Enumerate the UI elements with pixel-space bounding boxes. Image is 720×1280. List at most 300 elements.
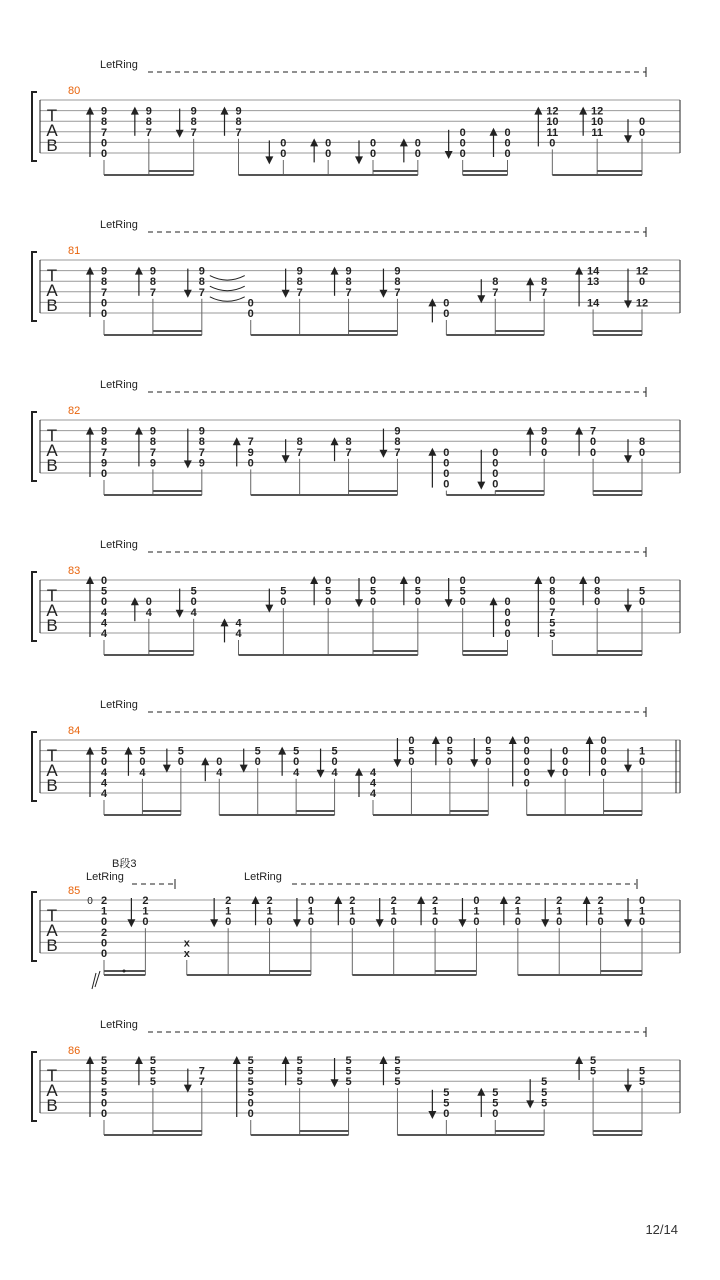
fret-number: 0 [562,766,569,779]
fret-number: 5 [549,617,556,630]
fret-number: 0 [459,126,466,139]
fret-number: 7 [198,286,205,299]
grace-fret: 0 [87,896,93,907]
fret-number: 1 [432,905,439,918]
fret-number: 0 [514,916,521,929]
fret-number: 0 [443,457,450,470]
tie-arc [210,297,245,302]
system-bracket [32,732,37,801]
fret-number: 0 [142,916,149,929]
tab-system [32,379,680,495]
fret-number: 8 [594,585,601,598]
fret-number: 7 [541,286,548,299]
tie-arc [210,276,245,281]
fret-number: 0 [139,756,146,769]
fret-number: 0 [597,916,604,929]
fret-number: 0 [446,735,453,747]
fret-number: 0 [325,148,332,160]
fret-number: 0 [100,1097,108,1110]
fret-number: 0 [459,137,466,150]
strum-down-arrowhead [526,1100,534,1108]
fret-number: 7 [345,286,352,299]
fret-number: 9 [394,425,401,438]
fret-number: 4 [145,606,152,619]
fret-number: 5 [247,1065,254,1078]
fret-number: 1 [142,905,149,918]
measure-number: 81 [68,245,81,257]
fret-number: 0 [414,575,421,587]
fret-number: 7 [394,446,401,459]
fret-number: 5 [345,1076,352,1089]
fret-number: 0 [556,916,563,929]
fret-number: 0 [443,468,450,480]
fret-number: 8 [296,436,303,449]
system-bracket [32,1052,37,1121]
fret-number: 1 [597,905,604,918]
fret-number: 2 [349,895,356,907]
fret-number: 12 [635,265,649,278]
fret-number: 0 [280,596,287,609]
fret-number: 0 [280,137,287,150]
tab-clef-letter: T [46,266,58,285]
fret-number: 0 [638,916,646,929]
fret-number: 4 [100,766,108,779]
fret-number: 8 [394,276,401,289]
fret-number: 0 [638,446,646,459]
fret-number: 5 [492,1097,499,1110]
fret-number: 9 [100,265,108,278]
fret-number: 7 [590,425,597,438]
fret-number: 0 [638,126,646,139]
fret-number: 5 [100,1076,108,1089]
fret-number: 5 [100,745,108,758]
fret-number: 1 [100,905,108,918]
fret-number: 5 [394,1076,401,1089]
fret-number: 0 [443,308,450,320]
strum-down-arrowhead [445,599,453,607]
fret-number: 1 [514,905,521,918]
fret-number: 7 [296,446,303,459]
fret-number: 0 [414,596,421,609]
fret-number: 8 [549,585,556,598]
fret-number: 8 [394,436,401,449]
fret-number: 0 [247,1097,254,1110]
fret-number: 11 [591,126,603,139]
fret-number: 7 [198,1065,205,1078]
fret-number: 0 [443,297,450,310]
strum-down-arrowhead [355,599,363,607]
fret-number: 8 [198,276,205,289]
fret-number: 1 [556,905,563,918]
fret-number: 0 [100,308,108,320]
rhythm-dot [123,970,126,973]
tab-clef-letter: T [46,426,58,445]
fret-number: 1 [307,905,314,918]
fret-number: 8 [296,276,303,289]
fret-number: 5 [369,585,377,598]
fret-number: 0 [638,276,646,289]
fret-number: 8 [198,436,205,449]
fret-number: 12 [546,105,559,118]
fret-number: 0 [492,478,499,491]
fret-number: 5 [394,1065,401,1078]
fret-number: 5 [590,1065,597,1078]
let-ring-label: LetRing [100,699,138,711]
fret-number: 0 [459,148,466,160]
fret-number: 0 [594,596,601,609]
tie-arc [210,286,245,291]
fret-number: 0 [504,606,511,619]
strum-down-arrowhead [176,130,184,138]
strum-down-arrowhead [458,919,466,927]
fret-number: 5 [345,1055,352,1067]
fret-number: 0 [100,575,108,587]
let-ring-label: LetRing [100,219,138,231]
fret-number: 7 [145,126,152,139]
let-ring-label: LetRing [100,539,138,551]
fret-number: 0 [100,1108,108,1120]
fret-number: 5 [331,745,338,758]
fret-number: 5 [394,1055,401,1067]
fret-number: 0 [446,756,453,769]
fret-number: 2 [142,895,149,907]
fret-number: 0 [325,137,332,150]
let-ring-label: LetRing [86,871,124,883]
fret-number: 0 [590,436,597,449]
fret-number: 0 [600,745,607,758]
fret-number: 0 [100,148,108,160]
system-bracket [32,92,37,161]
fret-number: 0 [177,756,184,769]
fret-number: 0 [408,756,415,769]
fret-number: 0 [562,756,569,769]
fret-number: 9 [198,265,205,278]
tab-clef-letter: B [46,616,58,635]
fret-number: 0 [492,457,499,470]
measure-number: 83 [68,565,81,577]
fret-number: 7 [345,446,352,459]
fret-number: 5 [541,1076,548,1089]
fret-number: 7 [190,126,197,139]
fret-number: 0 [247,308,254,320]
fret-number: 0 [247,297,254,310]
fret-number: x [183,948,190,960]
fret-number: 5 [139,745,146,758]
fret-number: 12 [591,105,604,118]
measure-number: 80 [68,85,81,97]
strum-down-arrowhead [127,919,135,927]
fret-number: 5 [443,1086,450,1099]
fret-number: 7 [100,446,108,459]
fret-number: 5 [254,745,261,758]
fret-number: 9 [100,425,108,438]
tab-clef-letter: T [46,1066,58,1085]
fret-number: 8 [235,116,242,129]
fret-number: 4 [139,766,146,779]
fret-number: 7 [235,126,242,139]
fret-number: 5 [443,1097,450,1110]
fret-number: 0 [325,596,332,609]
fret-number: 4 [100,606,108,619]
strum-down-arrowhead [624,300,632,308]
fret-number: 0 [216,756,223,769]
system-bracket [32,572,37,641]
fret-number: 7 [492,286,499,299]
fret-number: 0 [504,617,511,630]
fret-number: 5 [541,1086,548,1099]
tab-clef-letter: T [46,746,58,765]
fret-number: 5 [149,1065,156,1078]
strum-down-arrowhead [470,759,478,767]
fret-number: 0 [100,948,108,960]
let-ring-label: LetRing [100,379,138,391]
fret-number: 0 [254,756,261,769]
fret-number: 0 [349,916,356,929]
fret-number: 7 [198,446,205,459]
let-ring-label: LetRing [244,871,282,883]
fret-number: 7 [198,1076,205,1089]
strum-down-arrowhead [331,1079,339,1087]
fret-number: 7 [394,286,401,299]
fret-number: 9 [345,265,352,278]
tab-clef-letter: T [46,906,58,925]
fret-number: 7 [100,126,108,139]
fret-number: 0 [523,777,530,790]
tab-system [32,59,680,175]
fret-number: 0 [562,745,569,758]
section-label: B段3 [112,858,137,870]
fret-number: 4 [369,788,377,800]
fret-number: 0 [100,137,108,150]
fret-number: 14 [586,265,600,278]
fret-number: 5 [100,1086,108,1099]
fret-number: 0 [443,446,450,459]
measure-number: 86 [68,1045,81,1057]
measure-number: 82 [68,405,81,417]
fret-number: 4 [100,777,108,790]
fret-number: 4 [100,788,108,800]
fret-number: 0 [408,735,415,747]
fret-number: 5 [296,1065,303,1078]
fret-number: 5 [296,1055,303,1067]
fret-number: 4 [293,766,300,779]
fret-number: 0 [414,148,421,160]
fret-number: 0 [414,137,421,150]
tab-clef-letter: T [46,586,58,605]
let-ring-label: LetRing [100,59,138,71]
fret-number: 0 [247,1108,254,1120]
fret-number: 5 [638,585,646,598]
fret-number: 5 [247,1086,254,1099]
fret-number: x [183,937,190,950]
fret-number: 0 [638,895,646,907]
fret-number: 14 [586,297,600,310]
fret-number: 5 [638,1065,646,1078]
strum-down-arrowhead [317,770,325,778]
fret-number: 0 [369,575,377,587]
fret-number: 0 [247,457,254,470]
fret-number: 1 [390,905,397,918]
fret-number: 0 [549,596,556,609]
fret-number: 1 [349,905,356,918]
fret-number: 0 [473,895,480,907]
tab-clef-letter: B [46,296,58,315]
fret-number: 5 [541,1097,548,1110]
fret-number: 0 [638,116,646,129]
fret-number: 0 [523,756,530,769]
tab-system [32,539,680,655]
fret-number: 0 [100,468,108,480]
fret-number: 0 [369,148,377,160]
fret-number: 5 [345,1065,352,1078]
fret-number: 1 [473,905,480,918]
fret-number: 0 [293,756,300,769]
fret-number: 0 [369,137,377,150]
fret-number: 0 [100,756,108,769]
fret-number: 4 [369,777,377,790]
fret-number: 5 [459,585,466,598]
fret-number: 9 [541,425,548,438]
fret-number: 5 [280,585,287,598]
fret-number: 8 [345,276,352,289]
fret-number: 9 [394,265,401,278]
fret-number: 1 [638,905,646,918]
strum-down-arrowhead [210,919,218,927]
fret-number: 0 [523,766,530,779]
fret-number: 10 [546,116,559,129]
fret-number: 5 [247,1055,254,1067]
fret-number: 9 [149,265,156,278]
strum-down-arrowhead [379,450,387,458]
strum-down-arrowhead [541,919,549,927]
fret-number: 4 [369,766,377,779]
fret-number: 5 [325,585,332,598]
strum-down-arrowhead [445,151,453,159]
strum-down-arrowhead [428,1111,436,1119]
fret-number: 5 [149,1055,156,1067]
strum-down-arrowhead [184,290,192,298]
fret-number: 9 [149,425,156,438]
fret-number: 0 [443,1108,450,1120]
fret-number: 0 [225,916,232,929]
fret-number: 0 [266,916,273,929]
let-ring-label: LetRing [100,1019,138,1031]
fret-number: 1 [266,905,273,918]
fret-number: 9 [149,457,156,470]
fret-number: 0 [443,478,450,491]
tab-clef-letter: B [46,1096,58,1115]
fret-number: 0 [307,916,314,929]
strum-down-arrowhead [293,919,301,927]
fret-number: 0 [504,628,511,640]
fret-number: 0 [504,148,511,160]
fret-number: 8 [145,116,152,129]
fret-number: 0 [100,297,108,310]
fret-number: 2 [514,895,521,907]
fret-number: 7 [296,286,303,299]
fret-number: 0 [638,756,646,769]
fret-number: 9 [198,457,205,470]
fret-number: 0 [504,596,511,609]
fret-number: 9 [100,457,108,470]
tab-clef-letter: A [46,921,58,940]
fret-number: 0 [523,745,530,758]
tab-system [32,857,680,989]
fret-number: 5 [100,1055,108,1067]
fret-number: 0 [549,575,556,587]
fret-number: 8 [100,436,108,449]
fret-number: 9 [190,105,197,118]
fret-number: 2 [556,895,563,907]
fret-number: 7 [100,286,108,299]
tab-clef-letter: B [46,936,58,955]
fret-number: 4 [100,628,108,640]
fret-number: 2 [597,895,604,907]
strum-down-arrowhead [547,770,555,778]
strum-down-arrowhead [379,290,387,298]
fret-number: 1 [225,905,232,918]
fret-number: 5 [149,1076,156,1089]
fret-number: 5 [408,745,415,758]
strum-down-arrowhead [355,156,363,164]
fret-number: 0 [594,575,601,587]
tab-system [32,1019,680,1135]
fret-number: 5 [296,1076,303,1089]
fret-number: 0 [549,137,556,150]
fret-number: 9 [235,105,242,118]
fret-number: 0 [504,126,511,139]
tab-clef-letter: B [46,136,58,155]
fret-number: 13 [586,276,600,289]
fret-number: 5 [247,1076,254,1089]
page-number: 12/14 [645,1222,678,1237]
tab-clef-letter: A [46,601,58,620]
fret-number: 4 [190,606,197,619]
fret-number: 0 [459,575,466,587]
tab-system [32,219,680,335]
tab-clef-letter: T [46,106,58,125]
fret-number: 9 [296,265,303,278]
fret-number: 0 [492,1108,499,1120]
strum-down-arrowhead [376,919,384,927]
measure-number: 85 [68,885,81,897]
fret-number: 2 [266,895,273,907]
tab-clef-letter: A [46,121,58,140]
strum-down-arrowhead [184,460,192,468]
fret-number: 8 [541,276,548,289]
fret-number: 0 [100,916,108,929]
fret-number: 0 [100,937,108,950]
fret-number: 0 [590,446,597,459]
tab-clef-letter: A [46,1081,58,1100]
fret-number: 0 [523,735,530,747]
fret-number: 5 [293,745,300,758]
strum-down-arrowhead [624,919,632,927]
tab-clef-letter: A [46,441,58,460]
fret-number: 5 [492,1086,499,1099]
fret-number: 0 [504,137,511,150]
tab-clef-letter: A [46,281,58,300]
fret-number: 0 [473,916,480,929]
fret-number: 2 [100,926,108,939]
fret-number: 8 [149,276,156,289]
fret-number: 5 [190,585,197,598]
fret-number: 8 [345,436,352,449]
tab-clef-letter: B [46,776,58,795]
fret-number: 7 [149,446,156,459]
fret-number: 2 [432,895,439,907]
fret-number: 0 [541,436,548,449]
